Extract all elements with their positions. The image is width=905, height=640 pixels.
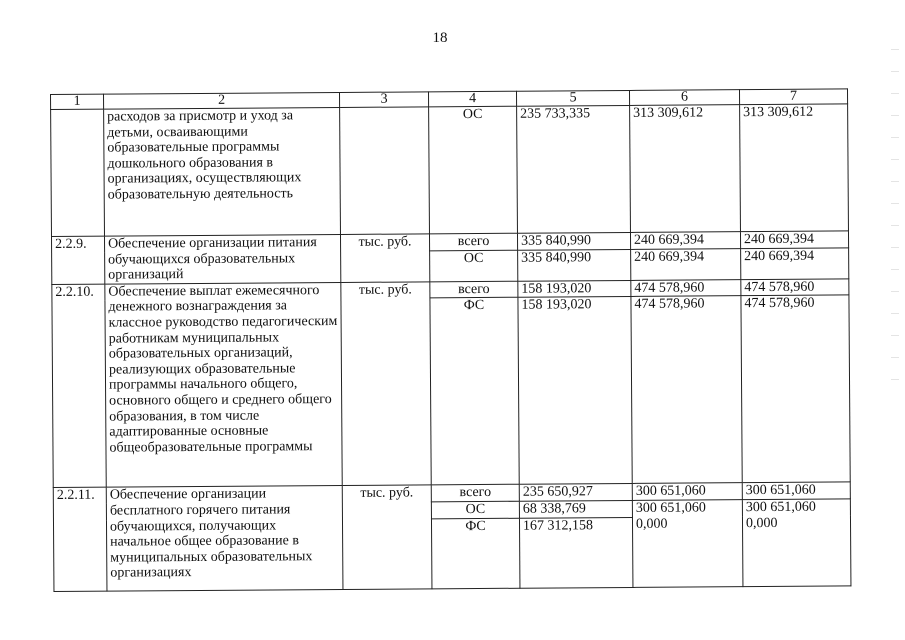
- value-col5: 167 312,158: [519, 517, 632, 588]
- source-cell: ОС: [431, 501, 519, 518]
- value-col7: 0,000: [742, 515, 850, 586]
- value-col6: 313 309,612: [630, 105, 741, 233]
- value-col6: 474 578,960: [631, 296, 742, 484]
- item-number-cell: [51, 109, 105, 236]
- item-number-cell: 2.2.9.: [51, 236, 104, 284]
- value-col6: 240 669,394: [631, 248, 741, 280]
- source-cell: всего: [431, 485, 519, 502]
- item-name-cell: Обеспечение выплат ежемесячного денежного вознаграждения за классное руководство педагогическим работникам муниципальных образовательных организаций, реализующих образовательные программы начального общего, основного общего и среднего общего образования, в том числе адаптированные основные общеобразовательные программы: [105, 282, 342, 487]
- source-cell: ОС: [430, 250, 518, 282]
- value-col5: 235 733,335: [517, 105, 631, 233]
- unit-cell: [340, 107, 430, 235]
- unit-cell: тыс. руб.: [341, 282, 431, 486]
- item-name-cell: расходов за присмотр и уход за детьми, осваивающими образовательные программы дошкольного образования в организациях, осуществляющих образовательную деятельность: [104, 107, 341, 236]
- header-cell: 6: [629, 90, 739, 106]
- value-col7: 313 309,612: [740, 104, 849, 232]
- source-cell: ФС: [431, 518, 519, 589]
- item-number-cell: 2.2.11.: [53, 487, 107, 591]
- unit-cell: тыс. руб.: [340, 234, 429, 282]
- value-col5: 158 193,020: [518, 280, 631, 297]
- header-cell: 2: [104, 92, 340, 109]
- value-col5: 235 650,927: [519, 484, 632, 501]
- value-col7: 240 669,394: [740, 231, 848, 248]
- value-col5: 68 338,769: [519, 500, 632, 517]
- value-col7: 474 578,960: [741, 279, 849, 296]
- header-cell: 7: [739, 89, 847, 105]
- value-col6: 0,000: [632, 516, 742, 587]
- header-cell: 4: [428, 91, 516, 107]
- header-cell: 5: [516, 90, 629, 106]
- value-col7: 300 651,060: [742, 482, 850, 499]
- budget-table: [50, 88, 851, 591]
- value-col7: 240 669,394: [741, 248, 849, 280]
- source-cell: ФС: [430, 298, 519, 486]
- value-col5: 335 840,990: [517, 232, 630, 249]
- header-cell: 3: [339, 92, 428, 108]
- page-number: 18: [432, 30, 448, 46]
- item-name-cell: Обеспечение организации бесплатного горячего питания обучающихся, получающих начальное общее образование в муниципальных образовательных организациях: [106, 486, 343, 591]
- item-name-cell: Обеспечение организации питания обучающихся образовательных организаций: [104, 234, 340, 283]
- value-col7: 300 651,060: [742, 499, 850, 516]
- item-number-cell: 2.2.10.: [52, 284, 106, 488]
- value-col7: 474 578,960: [741, 295, 850, 483]
- value-col6: 300 651,060: [632, 483, 742, 500]
- source-cell: ОС: [429, 106, 518, 234]
- source-cell: всего: [429, 233, 517, 250]
- scan-margin-noise: [891, 40, 899, 400]
- value-col5: 335 840,990: [518, 249, 631, 281]
- source-cell: всего: [430, 281, 518, 298]
- value-col5: 158 193,020: [518, 297, 632, 485]
- table-row: [51, 104, 849, 237]
- unit-cell: тыс. руб.: [342, 485, 432, 589]
- value-col6: 240 669,394: [630, 232, 740, 249]
- header-cell: 1: [51, 94, 104, 109]
- value-col6: 474 578,960: [631, 279, 741, 296]
- value-col6: 300 651,060: [632, 500, 742, 517]
